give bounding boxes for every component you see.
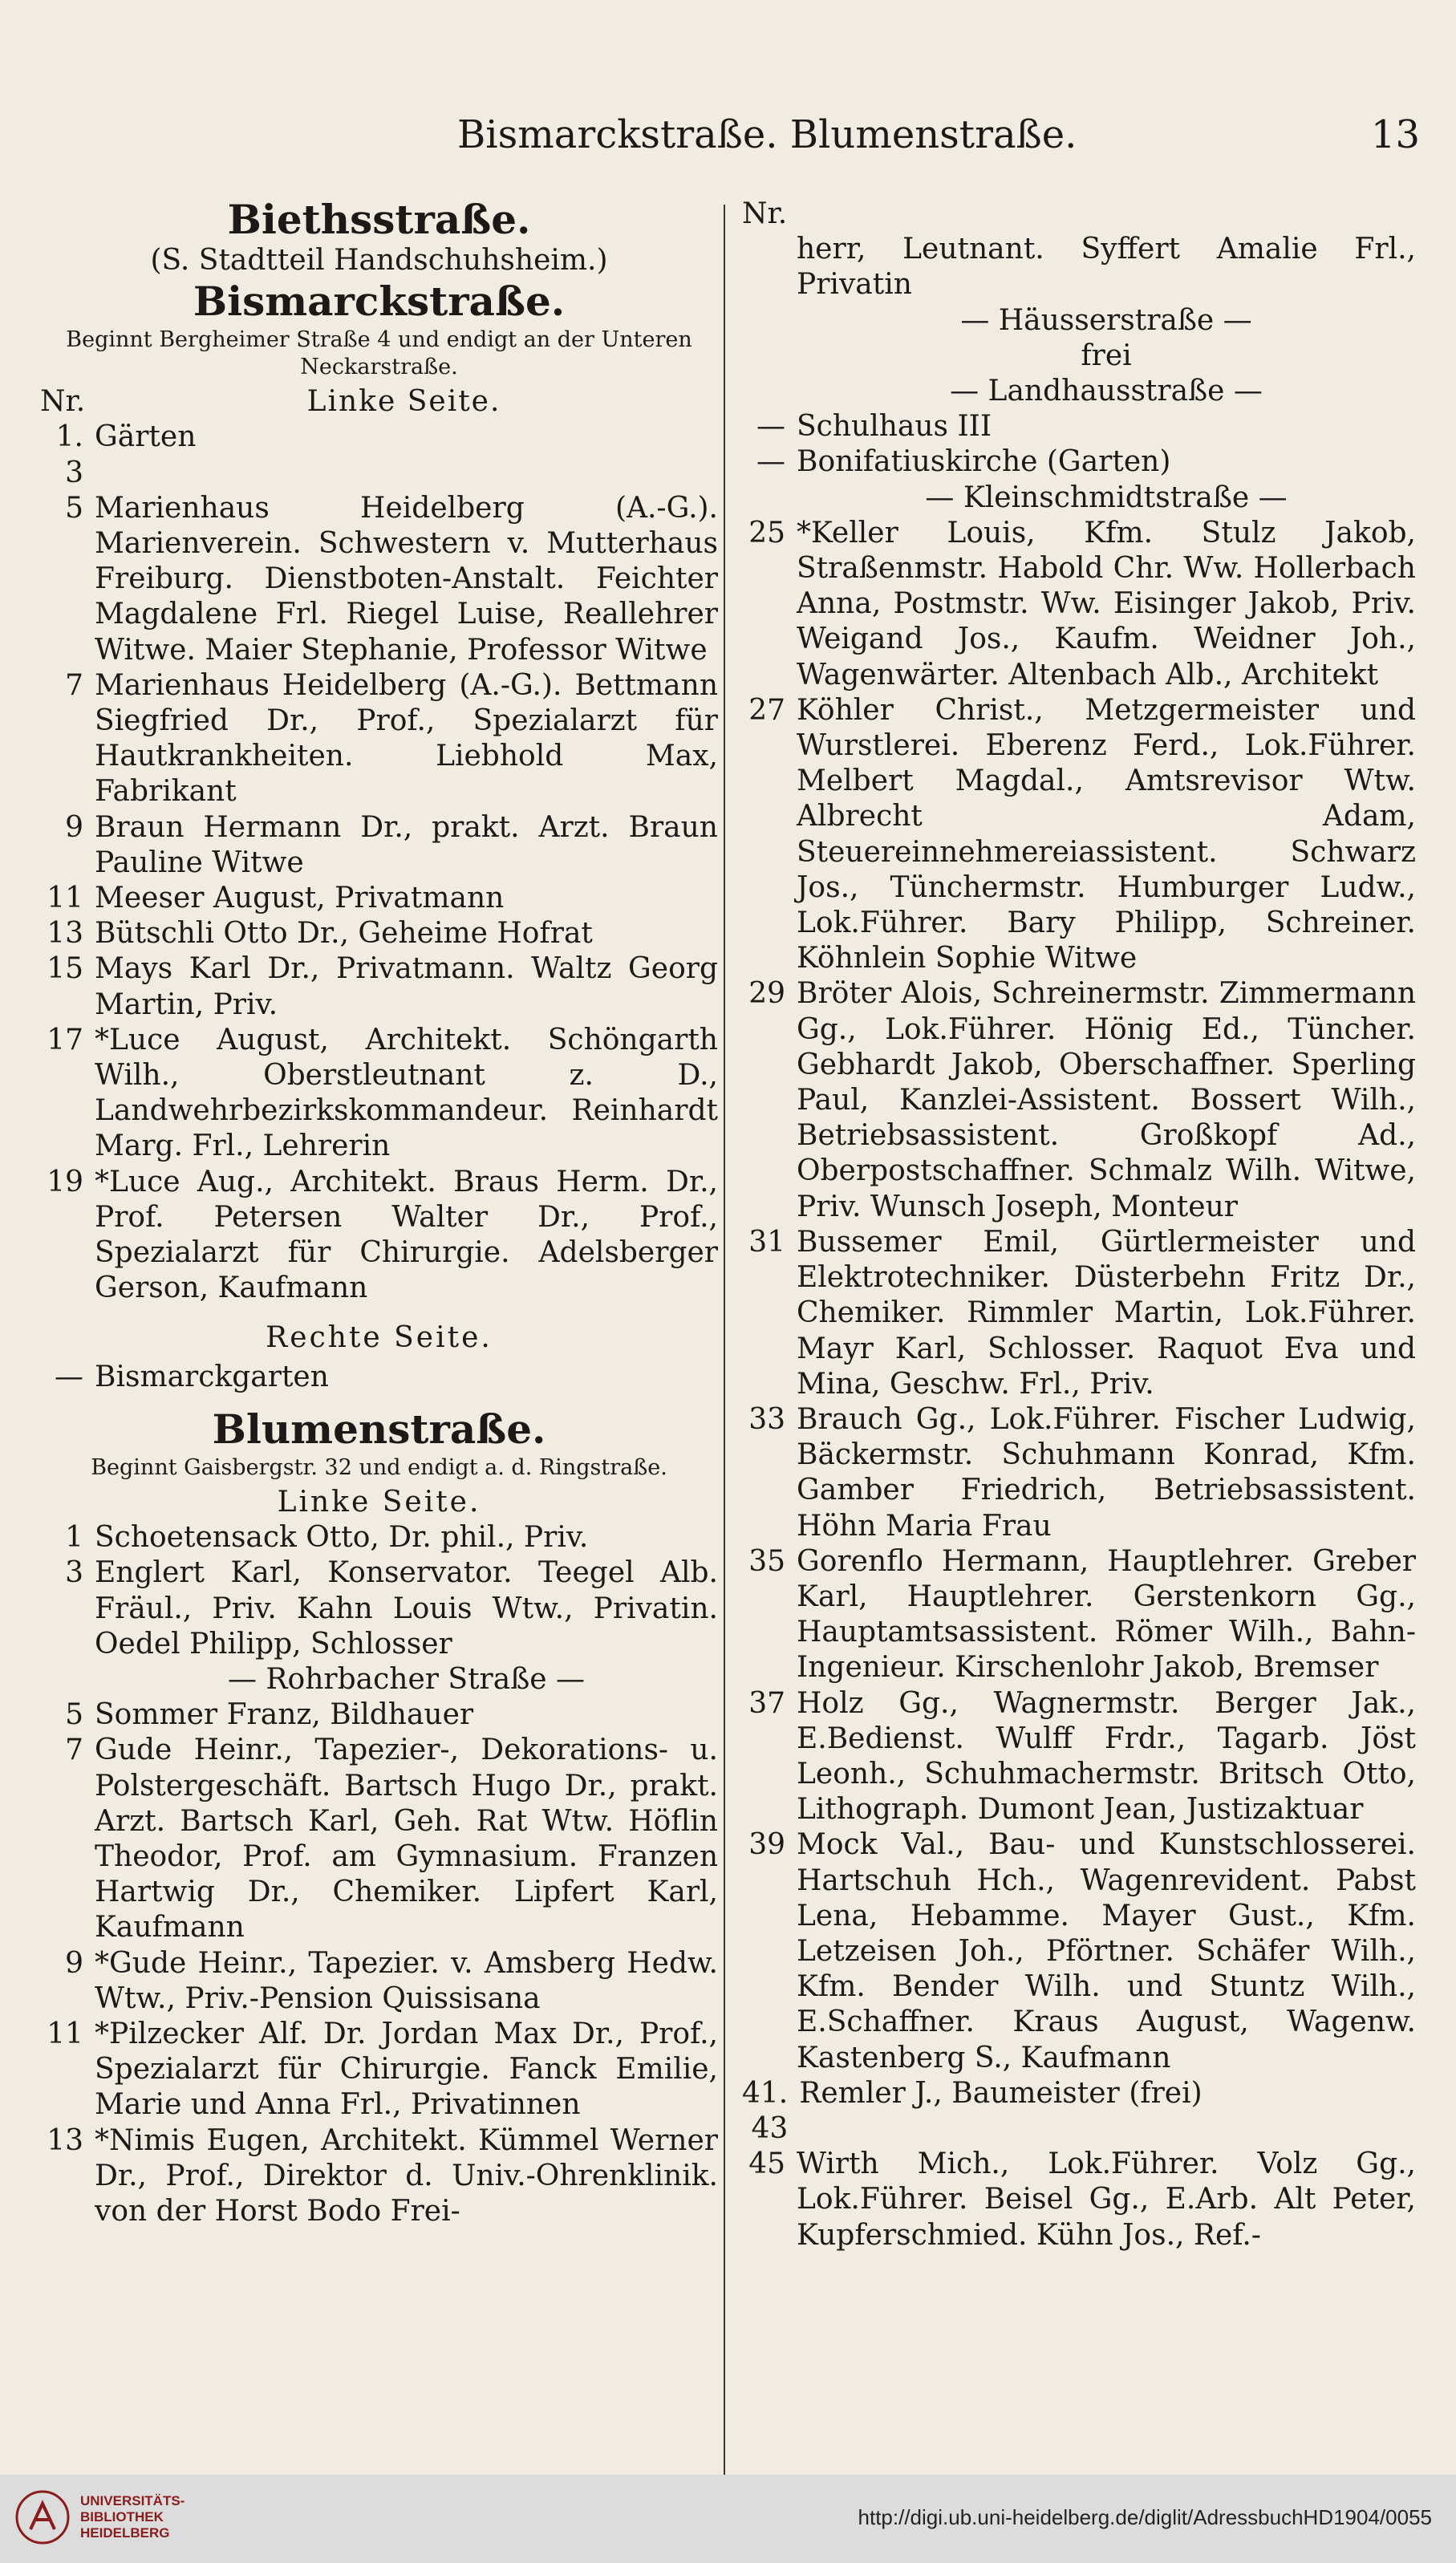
resident-text: Mock Val., Bau- und Kunstschlosserei. Hartschuh Hch., Wagenrevident. Pabst Lena, Hebamme. Mayer Gust., Kfm. Letzeisen Joh., Pförtner. Schäfer Wilh., Kfm. Bender Wilh. und Stuntz Wilh., E.Schaffner. Kraus August, Wagenw. Kastenberg S., Kaufmann: [797, 1828, 1416, 2074]
house-number: 11: [47, 882, 83, 915]
resident-text: *Keller Louis, Kfm. Stulz Jakob, Straßenmstr. Habold Chr. Ww. Hollerbach Anna, Postmstr. Ww. Eisinger Jakob, Priv. Weigand Jos., Kaufm. Weidner Joh., Wagenwärter. Altenbach Alb., Architekt: [797, 516, 1416, 691]
address-entry: [742, 232, 1416, 302]
resident-text: herr, Leutnant. Syffert Amalie Frl., Privatin: [797, 233, 1416, 302]
library-logo: [14, 2489, 185, 2545]
address-entry: [742, 1686, 1416, 1828]
address-entry: [40, 1360, 718, 1395]
resident-text: frei: [1081, 339, 1132, 372]
resident-text: Gude Heinr., Tapezier-, Dekorations- u. Polstergeschäft. Bartsch Hugo Dr., prakt. Arzt. Bartsch Karl, Geh. Rat Wtw. Höflin Theodor, Prof. am Gymnasium. Franzen Hartwig Dr., Chemiker. Lipfert Karl, Kaufmann: [95, 1734, 718, 1945]
house-number: 9: [65, 1946, 83, 1980]
resident-text: *Luce August, Architekt. Schöngarth Wilh., Oberstleutnant z. D., Landwehrbezirkskommandeur. Reinhardt Marg. Frl., Lehrerin: [95, 1023, 718, 1163]
house-number: [40, 1662, 95, 1697]
address-entry: [40, 1520, 718, 1555]
house-number: 13: [47, 2123, 83, 2157]
resident-text: *Luce Aug., Architekt. Braus Herm. Dr., Prof. Petersen Walter Dr., Prof., Spezialarzt für Chirurgie. Adelsberger Gerson, Kaufmann: [95, 1165, 718, 1305]
house-number: 25: [748, 516, 785, 550]
house-number: —: [55, 1360, 83, 1393]
house-number: 31: [748, 1225, 785, 1259]
resident-text: Wirth Mich., Lok.Führer. Volz Gg., Lok.Führer. Beisel Gg., E.Arb. Alt Peter, Kupferschmied. Kühn Jos., Ref.-: [797, 2147, 1416, 2252]
house-number: 3: [65, 1556, 83, 1590]
street-title-biethsstrasse: Biethsstraße.: [227, 197, 531, 243]
house-number: 41. 43: [742, 2076, 789, 2145]
address-entry: [40, 810, 718, 881]
house-number: [742, 481, 797, 516]
resident-text: — Rohrbacher Straße —: [227, 1662, 586, 1696]
side-label: Linke Seite.: [277, 1485, 481, 1519]
resident-text: Bröter Alois, Schreinermstr. Zimmermann Gg., Lok.Führer. Hönig Ed., Tüncher. Gebhardt Jakob, Oberschaffner. Sperling Paul, Kanzlei-Assistent. Bossert Wilh., Betriebsassistent. Großkopf Ad., Oberpostschaffner. Schmalz Wilh. Witwe, Priv. Wunsch Joseph, Monteur: [797, 977, 1416, 1223]
resident-text: Gärten: [95, 420, 197, 454]
side-header: [40, 384, 718, 420]
resident-text: Bussemer Emil, Gürtlermeister und Elektrotechniker. Düsterbehn Fritz Dr., Chemiker. Rimmler Martin, Lok.Führer. Mayr Karl, Schlosser. Raquot Eva und Mina, Geschw. Frl., Priv.: [797, 1225, 1416, 1401]
resident-text: Marienhaus Heidelberg (A.-G.). Bettmann Siegfried Dr., Prof., Spezialarzt für Hautkrankheiten. Liebhold Max, Fabrikant: [95, 668, 718, 809]
number-column-label: Nr.: [742, 197, 788, 230]
street-begin-note: Beginnt Bergheimer Straße 4 und endigt an der Unteren Neckarstraße.: [66, 327, 692, 380]
source-url-link[interactable]: http://digi.ub.uni-heidelberg.de/diglit/AdressbuchHD1904/0055: [858, 2505, 1432, 2529]
house-number: 39: [748, 1828, 785, 1862]
resident-text: — Landhausstraße —: [950, 375, 1263, 408]
address-entry: [40, 1023, 718, 1165]
library-name-line: HEIDELBERG: [80, 2525, 170, 2541]
library-name-line: BIBLIOTHEK: [80, 2509, 164, 2524]
library-name: [80, 2493, 185, 2541]
address-entry: [40, 420, 718, 490]
resident-text: Bonifatiuskirche (Garten): [797, 445, 1171, 479]
side-label: Rechte Seite.: [266, 1321, 493, 1355]
street-note: (S. Stadtteil Handschuhsheim.): [150, 244, 608, 277]
house-number: 35: [748, 1544, 785, 1578]
house-number: 1. 3: [55, 420, 83, 489]
resident-text: *Pilzecker Alf. Dr. Jordan Max Dr., Prof., Spezialarzt für Chirurgie. Fanck Emilie, Marie und Anna Frl., Privatinnen: [95, 2017, 718, 2122]
address-entry: [40, 2017, 718, 2123]
running-title: Bismarckstraße. Blumenstraße.: [457, 112, 1077, 157]
address-entry: [742, 516, 1416, 693]
footer-bar: [0, 2475, 1456, 2563]
resident-text: Mays Karl Dr., Privatmann. Waltz Georg Martin, Priv.: [95, 952, 718, 1021]
street-title-blumenstrasse: Blumenstraße.: [212, 1405, 546, 1453]
library-seal-icon: [14, 2489, 71, 2545]
house-number: 37: [748, 1686, 785, 1720]
resident-text: *Nimis Eugen, Architekt. Kümmel Werner Dr., Prof., Direktor d. Univ.-Ohrenklinik. von der Horst Bodo Frei-: [95, 2123, 718, 2228]
resident-text: Schulhaus III: [797, 410, 992, 444]
house-number: —: [756, 410, 785, 444]
right-column: [742, 197, 1416, 2535]
house-number: 13: [47, 917, 83, 951]
house-number: 7: [65, 668, 83, 702]
resident-text: — Häusserstraße —: [960, 303, 1252, 337]
address-entry: [742, 976, 1416, 1224]
resident-text: Sommer Franz, Bildhauer: [95, 1698, 474, 1732]
address-entry: [742, 1827, 1416, 2075]
resident-text: Marienhaus Heidelberg (A.-G.). Marienverein. Schwestern v. Mutterhaus Freiburg. Dienstboten-Anstalt. Feichter Magdalene Frl. Riegel Luise, Reallehrer Witwe. Maier Stephanie, Professor Witwe: [95, 491, 718, 667]
resident-text: Köhler Christ., Metzgermeister und Wurstlerei. Eberenz Ferd., Lok.Führer. Melbert Magdal., Amtsrevisor Wtw. Albrecht Adam, Steuereinnehmereiassistent. Schwarz Jos., Tünchermstr. Humburger Ludw., Lok.Führer. Bary Philipp, Schreiner. Köhnlein Sophie Witwe: [797, 693, 1416, 975]
entry-list: [40, 1520, 718, 2229]
address-entry: [742, 409, 1416, 444]
address-entry: [742, 374, 1416, 409]
page-number: 13: [1370, 112, 1420, 157]
house-number: 15: [47, 952, 83, 986]
house-number: 5: [65, 491, 83, 525]
address-entry: [742, 481, 1416, 516]
resident-text: Brauch Gg., Lok.Führer. Fischer Ludwig, Bäckermstr. Schuhmann Konrad, Kfm. Gamber Friedrich, Betriebsassistent. Höhn Maria Frau: [797, 1402, 1416, 1543]
address-entry: [40, 951, 718, 1022]
entry-list: [742, 232, 1416, 2253]
entry-list: [40, 420, 718, 1306]
resident-text: Braun Hermann Dr., prakt. Arzt. Braun Pauline Witwe: [95, 810, 718, 879]
resident-text: *Gude Heinr., Tapezier. v. Amsberg Hedw. Wtw., Priv.-Pension Quissisana: [95, 1946, 718, 2015]
house-number: 1: [65, 1521, 83, 1555]
address-entry: [742, 444, 1416, 480]
resident-text: Schoetensack Otto, Dr. phil., Priv.: [95, 1521, 589, 1555]
address-entry: [40, 1165, 718, 1307]
house-number: [742, 339, 797, 374]
entry-list: [40, 1360, 718, 1395]
street-begin-note: Beginnt Gaisbergstr. 32 und endigt a. d. Ringstraße.: [91, 1454, 667, 1480]
address-entry: [40, 2123, 718, 2230]
resident-text: Remler J., Baumeister (frei): [799, 2076, 1203, 2110]
address-entry: [742, 1225, 1416, 1402]
left-column: [40, 197, 718, 2535]
address-entry: [40, 1662, 718, 1697]
house-number: 19: [47, 1165, 83, 1198]
address-entry: [40, 491, 718, 668]
number-column-label: Nr.: [40, 385, 86, 419]
address-entry: [742, 1402, 1416, 1544]
address-entry: [40, 1946, 718, 2017]
address-entry: [742, 1544, 1416, 1686]
resident-text: Bütschli Otto Dr., Geheime Hofrat: [95, 917, 593, 951]
house-number: 11: [47, 2017, 83, 2050]
address-entry: [40, 1697, 718, 1733]
address-entry: [40, 1555, 718, 1662]
house-number: 5: [65, 1698, 83, 1732]
resident-text: — Kleinschmidtstraße —: [925, 481, 1288, 514]
address-entry: [40, 1733, 718, 1945]
house-number: 17: [47, 1023, 83, 1056]
resident-text: Holz Gg., Wagnermstr. Berger Jak., E.Bedienst. Wulff Frdr., Tagarb. Jöst Leonh., Schuhmachermstr. Britsch Otto, Lithograph. Dumont Jean, Justizaktuar: [797, 1686, 1416, 1827]
house-number: [742, 374, 797, 409]
resident-text: Bismarckgarten: [95, 1360, 329, 1393]
address-entry: [742, 339, 1416, 374]
side-label: Linke Seite.: [306, 385, 501, 419]
address-entry: [40, 916, 718, 951]
resident-text: Englert Karl, Konservator. Teegel Alb. Fräul., Priv. Kahn Louis Wtw., Privatin. Oedel Philipp, Schlosser: [95, 1556, 718, 1661]
street-title-bismarckstrasse: Bismarckstraße.: [193, 278, 566, 326]
house-number: 7: [65, 1734, 83, 1767]
address-entry: [40, 668, 718, 810]
house-number: 29: [748, 977, 785, 1011]
address-entry: [742, 693, 1416, 977]
house-number: [742, 232, 797, 302]
address-entry: [742, 303, 1416, 339]
resident-text: Meeser August, Privatmann: [95, 882, 505, 915]
house-number: 9: [65, 810, 83, 844]
house-number: 27: [748, 693, 785, 727]
house-number: —: [756, 445, 785, 479]
page-header: [457, 103, 1420, 167]
resident-text: Gorenflo Hermann, Hauptlehrer. Greber Karl, Hauptlehrer. Gerstenkorn Gg., Hauptamtsassistent. Römer Wilh., Bahn-Ingenieur. Kirschenlohr Jakob, Bremser: [797, 1544, 1416, 1685]
address-entry: [742, 2147, 1416, 2253]
house-number: 45: [748, 2147, 785, 2181]
house-number: 33: [748, 1402, 785, 1436]
house-number: [742, 303, 797, 339]
library-name-line: UNIVERSITÄTS-: [80, 2493, 185, 2508]
address-entry: [40, 881, 718, 916]
address-entry: [742, 2076, 1416, 2147]
column-divider: [724, 205, 725, 2531]
